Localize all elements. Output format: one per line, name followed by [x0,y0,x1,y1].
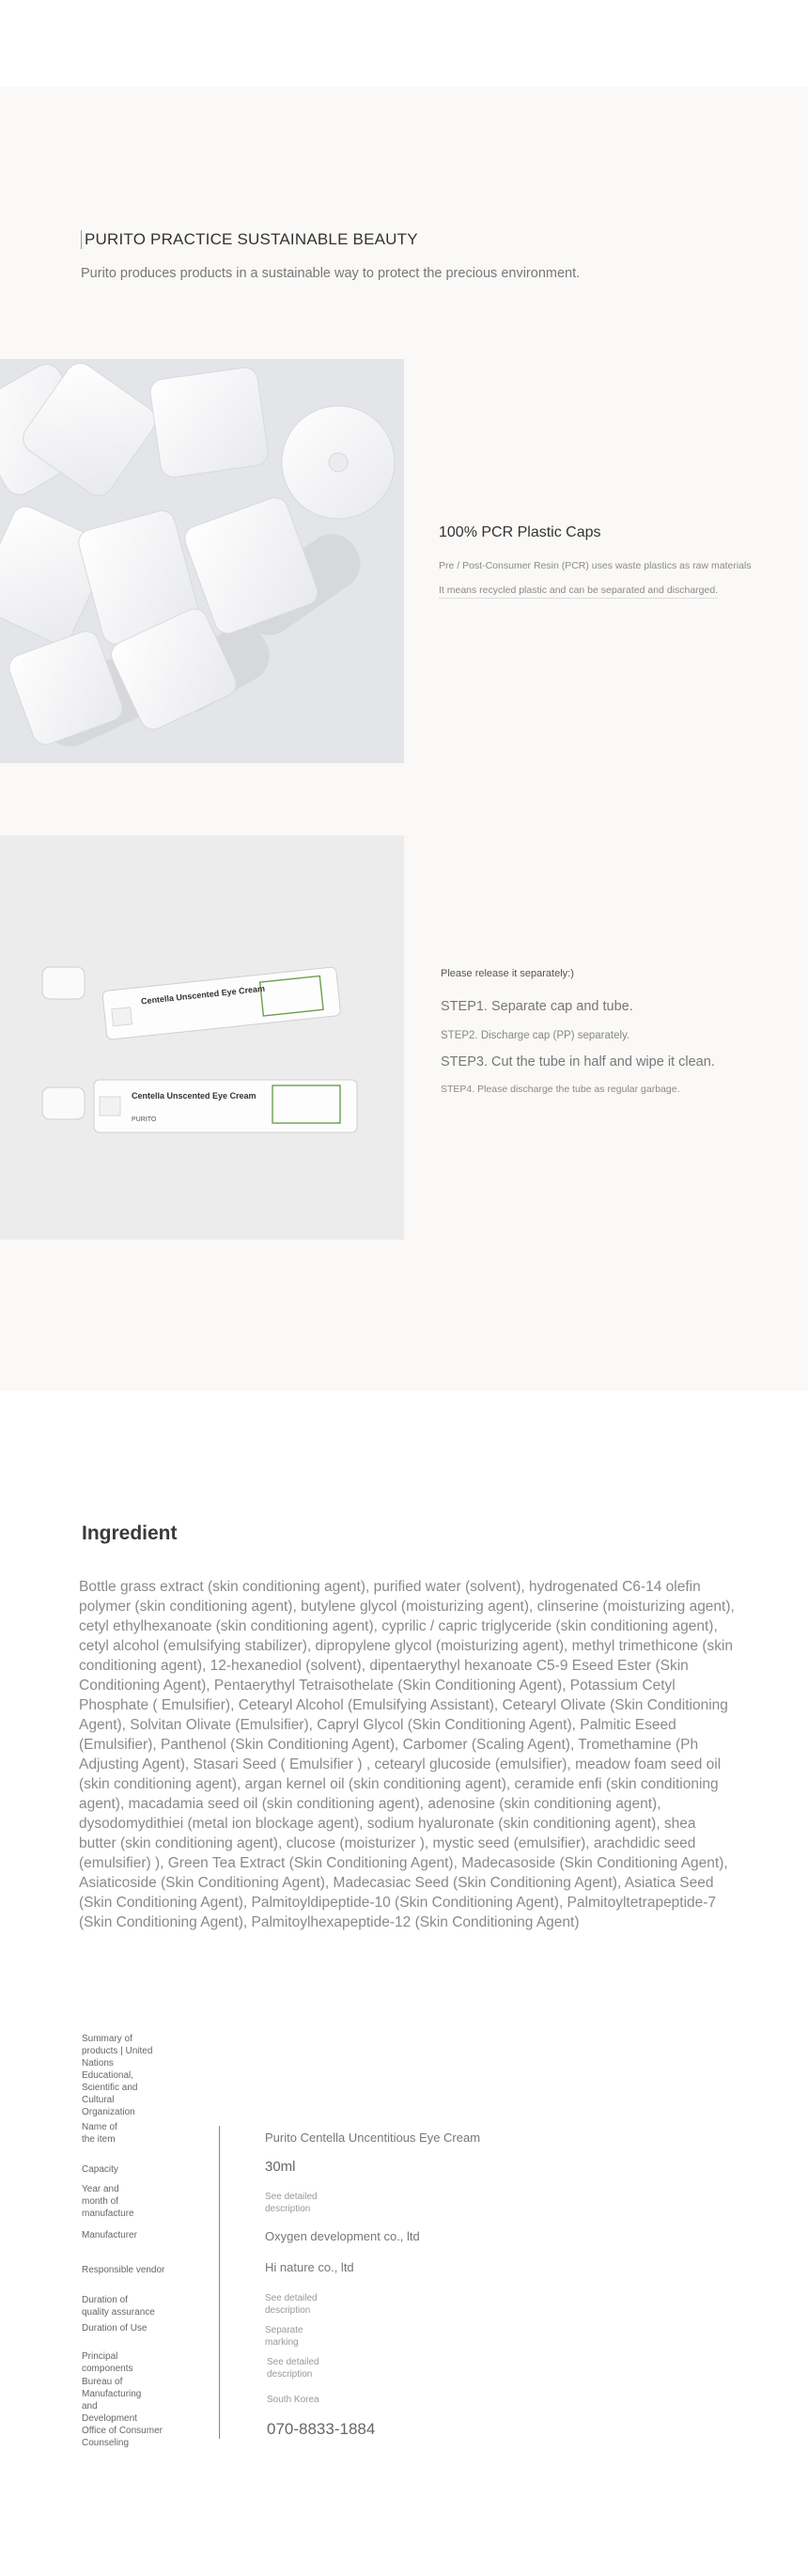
value-office-phone: 070-8833-1884 [267,2420,376,2438]
pcr-description-2: It means recycled plastic and can be separated and discharged. [439,585,718,599]
value-duration-use: Separate marking [265,2325,303,2348]
label-principal: Principal components [82,2351,133,2374]
label-capacity: Capacity [82,2164,118,2175]
release-step-3: STEP3. Cut the tube in half and wipe it clean. [441,1054,715,1069]
release-intro: Please release it separately:) [441,968,574,979]
eye-cream-tube-image [0,835,404,1240]
ingredient-list: Bottle grass extract (skin conditioning agent), purified water (solvent), hydrogenated C6-14 olefin polymer (skin conditioning agent), butylene glycol (moisturizing agent), clinserine (moisturizing agent), cetyl ethylhexanoate (skin conditioning agent), cyprilic / capric triglyceride (skin conditioning agent), cetyl alcohol (emulsifying stabilizer), dipropylene glycol (moisturizing agent), methyl trimethicone (skin conditioning agent), 12-hexanediol (solvent), dipentaerythyl hexanoate C5-9 Eseed Ester (Skin Conditioning Agent), Pentaerythyl Tetraisothelate (Skin Conditioning Agent), Potassium Cetyl Phosphate ( Emulsifier), Cetearyl Alcohol (Emulsifying Assistant), Cetearyl Olivate (Skin Conditioning Agent), Solvitan Olivate (Emulsifier), Capryl Glycol (Skin Conditioning Agent), Palmitic Eseed (Emulsifier), Panthenol (Skin Conditioning Agent), Carbomer (Scaling Agent), Tromethamine (Ph Adjusting Agent), Stasari Seed ( Emulsifier ) , cetearyl glucoside (emulsifier), meadow foam seed oil (skin conditioning agent), argan kernel oil (skin conditioning agent), ceramide enfi (skin conditioning agent), macadamia seed oil (skin conditioning agent), adenosine (skin conditioning agent), dysodomydithiei (metal ion blockage agent), sodium hyaluronate (skin conditioning agent), shea butter (skin conditioning agent), clucose (moisturizer ), mystic seed (emulsifier), arachdidic seed (emulsifier) ), Green Tea Extract (Skin Conditioning Agent), Madecasoside (Skin Conditioning Agent), Asiaticoside (Skin Conditioning Agent), Madecasiac Seed (Skin Conditioning Agent), Asiatica Seed (Skin Conditioning Agent), Palmitoyldipeptide-10 (Skin Conditioning Agent), Palmitoyltetrapeptide-7 (Skin Conditioning Agent), Palmitoylhexapeptide-12 (Skin Conditioning Agent) [79,1579,735,1930]
label-vendor: Responsible vendor [82,2265,165,2275]
pcr-description-1: Pre / Post-Consumer Resin (PCR) uses waste plastics as raw materials [439,560,752,571]
tube-label-top: Centella Unscented Eye Cream [140,983,266,1007]
value-duration-quality: See detailed description [265,2293,318,2316]
value-principal: See detailed description [267,2357,319,2380]
value-manufacturer: Oxygen development co., ltd [265,2229,420,2243]
value-year: See detailed description [265,2192,318,2214]
label-manufacturer: Manufacturer [82,2230,137,2240]
pcr-caps-image [0,359,404,763]
ingredient-title: Ingredient [82,1522,178,1544]
label-bureau: Bureau of Manufacturing and Development [82,2377,142,2424]
tube-brand: PURITO [132,1116,157,1123]
label-name: Name of the item [82,2122,117,2145]
release-step-1: STEP1. Separate cap and tube. [441,999,633,1014]
sustainability-title: PURITO PRACTICE SUSTAINABLE BEAUTY [81,230,418,249]
label-duration-use: Duration of Use [82,2323,148,2334]
value-vendor: Hi nature co., ltd [265,2260,354,2274]
pcr-title: 100% PCR Plastic Caps [439,524,601,540]
label-office: Office of Consumer Counseling [82,2426,163,2448]
sustainability-subtitle: Purito produces products in a sustainable way to protect the precious environment. [81,266,581,281]
table-divider [219,2126,220,2439]
label-summary: Summary of products | United Nations Educational, Scientific and Cultural Organization [82,2034,153,2117]
tube-label-bottom: Centella Unscented Eye Cream [132,1091,256,1101]
release-step-2: STEP2. Discharge cap (PP) separately. [441,1030,630,1041]
label-year: Year and month of manufacture [82,2184,134,2219]
label-duration-quality: Duration of quality assurance [82,2295,155,2318]
value-capacity: 30ml [265,2159,296,2175]
value-name: Purito Centella Uncentitious Eye Cream [265,2131,481,2145]
release-step-4: STEP4. Please discharge the tube as regular garbage. [441,1084,680,1095]
value-bureau: South Korea [267,2395,319,2405]
